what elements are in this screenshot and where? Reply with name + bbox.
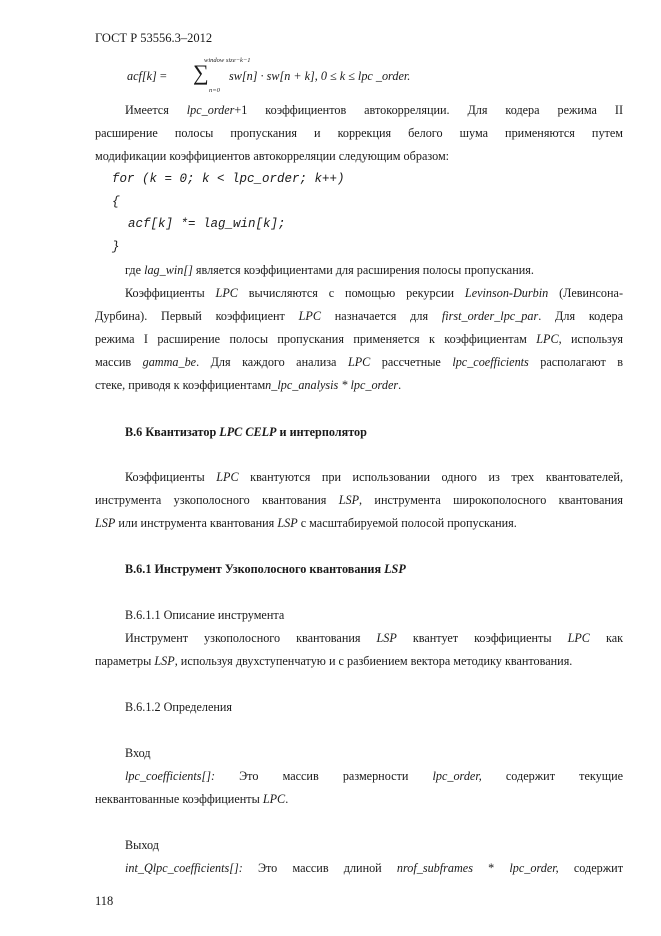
paragraph-lpc-line-5: стеке, приводя к коэффициентамn_lpc_analysis * lpc_order. [95,378,402,392]
subsection-title-b611: В.6.1.1 Описание инструмента [125,608,285,622]
paragraph-autocorr-line-1: Имеется lpc_order+1 коэффициентов автокорреляции. Для кодера режима II [125,103,624,117]
page-number: 118 [95,894,114,908]
where-lag-win: где lag_win[] является коэффициентами для расширения полосы пропускания. [125,263,534,277]
code-line-for: for (k = 0; k < lpc_order; k++) [112,172,345,186]
sum-lower-limit: n=0 [209,87,220,94]
paragraph-lpc-line-3: режима I расширение полосы пропускания применяется к коэффициентам LPC, используя [95,332,623,346]
input-label: Вход [125,746,151,760]
code-line-open-brace: { [112,195,120,209]
paragraph-quant-line-2: инструмента узкополосного квантования LSP, инструмента широкополосного квантования [95,493,623,507]
formula-lhs: acf[k] = [127,69,167,83]
section-heading-b6: В.6 Квантизатор LPC CELP и интерполятор [125,425,367,439]
document-header: ГОСТ Р 53556.3–2012 [95,31,213,45]
paragraph-autocorr-line-2: расширение полосы пропускания и коррекция белого шума применяются путем [95,126,623,140]
formula-rhs: sw[n] · sw[n + k], 0 ≤ k ≤ lpc _order. [229,69,411,83]
section-heading-b61: В.6.1 Инструмент Узкополосного квантования LSP [125,562,406,576]
sum-upper-limit: window size−k−1 [204,57,251,64]
sum-symbol: ∑ [193,60,209,85]
paragraph-tool-line-2: параметры LSP, используя двухступенчатую и с разбиением вектора методику квантования. [95,654,573,668]
code-line-close-brace: } [112,240,120,254]
autocorrelation-formula [125,57,445,97]
input-definition-line-1: lpc_coefficients[]: Это массив размерности lpc_order, содержит текущие [125,769,624,783]
paragraph-quant-line-1: Коэффициенты LPC квантуются при использовании одного из трех квантователей, [125,470,624,484]
paragraph-quant-line-3: LSP или инструмента квантования LSP с масштабируемой полосой пропускания. [95,516,517,530]
subsection-title-b612: В.6.1.2 Определения [125,700,233,714]
paragraph-tool-line-1: Инструмент узкополосного квантования LSP квантует коэффициенты LPC как [125,631,624,645]
output-label: Выход [125,838,159,852]
paragraph-lpc-line-1: Коэффициенты LPC вычисляются с помощью рекурсии Levinson-Durbin (Левинсона- [125,286,624,300]
input-definition-line-2: неквантованные коэффициенты LPC. [95,792,289,806]
output-definition-line-1: int_Qlpc_coefficients[]: Это массив длиной nrof_subframes * lpc_order, содержит [125,861,624,875]
paragraph-lpc-line-2: Дурбина). Первый коэффициент LPC назначается для first_order_lpc_par. Для кодера [95,309,623,323]
paragraph-autocorr-line-3: модификации коэффициентов автокорреляции следующим образом: [95,149,450,163]
code-line-body: acf[k] *= lag_win[k]; [128,217,286,231]
paragraph-lpc-line-4: массив gamma_be. Для каждого анализа LPC рассчетные lpc_coefficients располагают в [95,355,624,369]
